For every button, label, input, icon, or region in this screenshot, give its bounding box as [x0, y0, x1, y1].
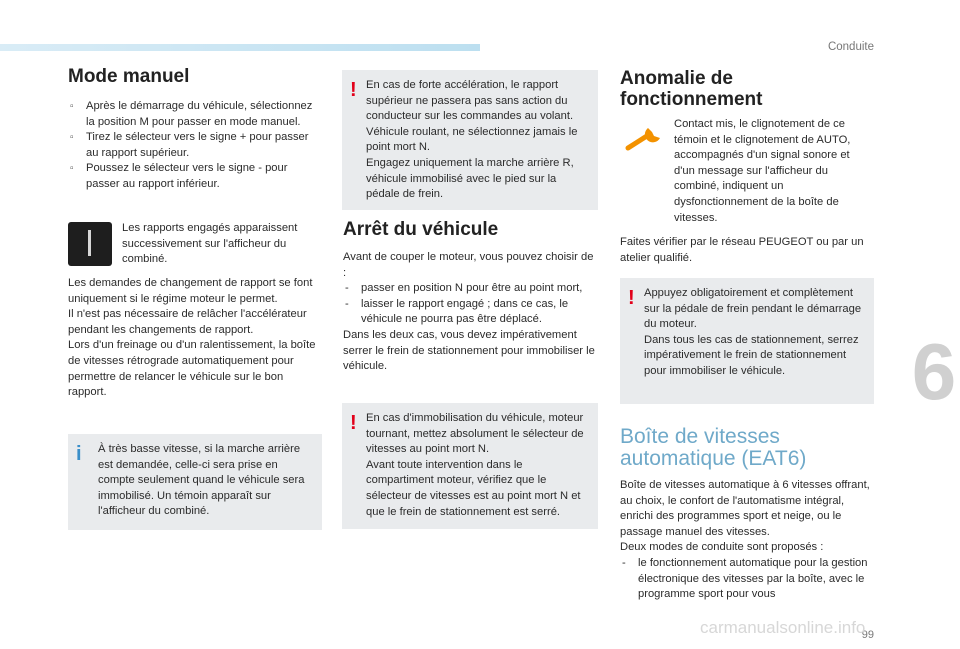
manual-mode-bullets [68, 99, 324, 193]
warning-text: Dans tous les cas de stationnement, serrez impérativement le frein de stationnement pour immobiliser le véhicule. [644, 333, 859, 377]
list-item: - le fonctionnement automatique pour la gestion électronique des vitesses par la boîte, avec le programme sport pour vous [620, 556, 876, 603]
gear-display-icon [68, 222, 112, 266]
paragraph: Deux modes de conduite sont proposés : [620, 541, 824, 554]
warning-box-brake [620, 278, 874, 404]
chapter-number: 6 [911, 327, 957, 416]
info-icon: i [76, 443, 82, 465]
warning-text: Appuyez obligatoirement et complètement sur la pédale de frein pendant le démarrage du moteur. [644, 287, 862, 331]
list-item: ▫ Après le démarrage du véhicule, sélectionnez la position M pour passer en mode manuel. [68, 99, 324, 130]
paragraph: Boîte de vitesses automatique à 6 vitesses offrant, au choix, le confort de l'automatisme intégral, enrichi des programmes sport et neige, ou le passage manuel des vitesses. [620, 479, 870, 538]
mode-list [620, 556, 876, 603]
stop-options [343, 281, 599, 328]
section-title: Conduite [827, 41, 874, 53]
warning-box-gear [342, 70, 598, 210]
paragraph: Lors d'un freinage ou d'un ralentissement, la boîte de vitesses rétrograde automatiquement pour permettre de relancer le véhicule sur le bon rapport. [68, 339, 316, 399]
fault-text: Contact mis, le clignotement de ce témoin et le clignotement de AUTO, accompagnés d'un signal sonore et d'un message sur l'afficheur du combiné, indiquent un dysfonctionnement de la boîte de vitesses. [674, 118, 851, 224]
column-manual-mode [68, 66, 324, 193]
paragraph: Dans les deux cas, vous devez impérativement serrer le frein de stationnement pour immobiliser le véhicule. [343, 328, 595, 373]
list-item: - passer en position N pour être au point mort, [343, 281, 599, 297]
warning-text: En cas d'immobilisation du véhicule, moteur tournant, mettez absolument le sélecteur de vitesses au point mort N. [366, 412, 584, 456]
automatic-title-line2: automatique (EAT6) [620, 447, 807, 470]
warning-text: Avant toute intervention dans le compartiment moteur, vérifiez que le sélecteur de vitesses est au point mort N et que le frein de stationnement est serré. [366, 458, 581, 518]
list-item: ▫ Tirez le sélecteur vers le signe + pour passer au rapport supérieur. [68, 130, 324, 161]
paragraph: Il n'est pas nécessaire de relâcher l'accélérateur pendant les changements de rapport. [68, 308, 307, 336]
header-accent-bar [0, 44, 480, 51]
gear-display-text: Les rapports engagés apparaissent successivement sur l'afficheur du combiné. [122, 222, 298, 266]
automatic-gearbox-section [620, 426, 876, 603]
warning-text: Véhicule roulant, ne sélectionnez jamais le point mort N. [366, 125, 578, 154]
warning-icon: ! [628, 287, 635, 309]
info-text: À très basse vitesse, si la marche arrière est demandée, celle-ci sera prise en compte seulement quand le véhicule sera immobilisé. Un témoin apparaît sur l'afficheur du combiné. [98, 443, 305, 518]
warning-box-stop [342, 403, 598, 529]
manual-mode-title: Mode manuel [68, 66, 190, 87]
stop-title: Arrêt du véhicule [343, 219, 499, 240]
footer-watermark: carmanualsonline.info [700, 618, 866, 637]
warning-text: En cas de forte accélération, le rapport supérieur ne passera pas sans action du conducteur sur les commandes au volant. [366, 79, 574, 123]
column-stop [343, 219, 599, 375]
warning-icon: ! [350, 412, 357, 434]
list-item: - laisser le rapport engagé ; dans ce cas, le véhicule ne pourra pas être déplacé. [343, 297, 599, 328]
wrench-warning-icon [624, 124, 666, 154]
fault-title-line2: fonctionnement [620, 89, 763, 110]
paragraph: Avant de couper le moteur, vous pouvez choisir de : [343, 251, 594, 279]
network-text: Faites vérifier par le réseau PEUGEOT ou par un atelier qualifié. [620, 236, 864, 264]
fault-title-line1: Anomalie de [620, 68, 733, 89]
warning-text: Engagez uniquement la marche arrière R, véhicule immobilisé avec le pied sur la pédale de frein. [366, 156, 574, 201]
page-number: 99 [861, 629, 874, 641]
warning-icon: ! [350, 79, 357, 101]
paragraph: Les demandes de changement de rapport se font uniquement si le régime moteur le permet. [68, 277, 313, 305]
list-item: ▫ Poussez le sélecteur vers le signe - pour passer au rapport inférieur. [68, 161, 324, 192]
info-box [68, 434, 322, 530]
chapter-tab [908, 308, 960, 436]
automatic-title-line1: Boîte de vitesses [620, 425, 780, 448]
column-fault [620, 68, 876, 110]
manual-mode-body [68, 276, 324, 401]
